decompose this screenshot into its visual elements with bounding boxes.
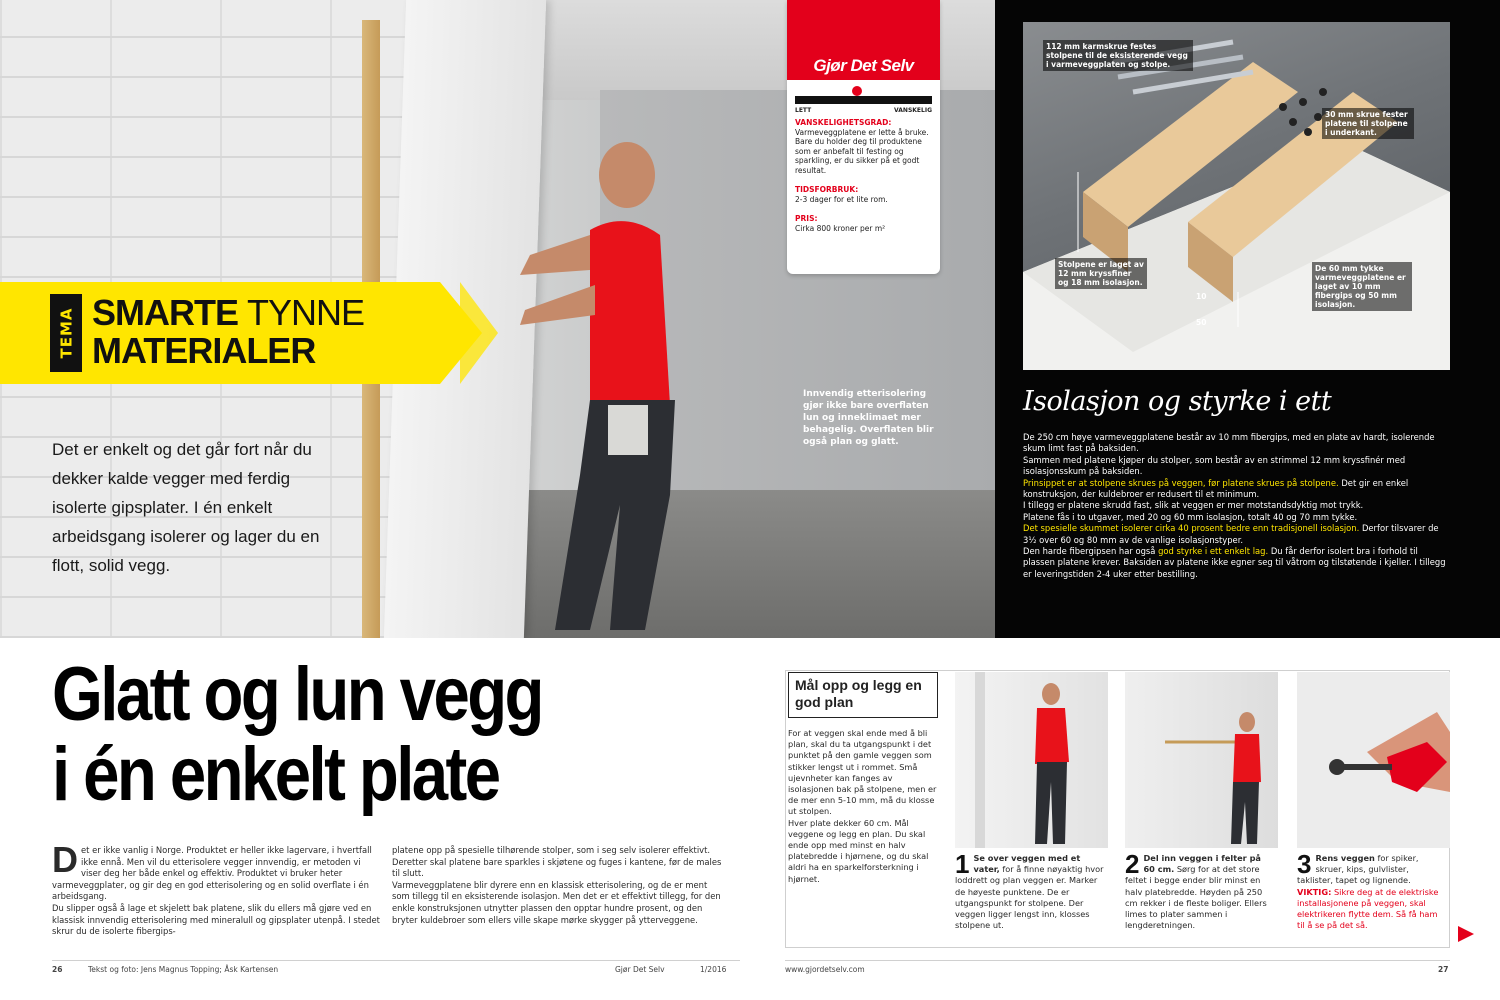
- dimension-label: 10: [1196, 292, 1207, 301]
- issue-number: 1/2016: [700, 965, 727, 974]
- difficulty-scale: [795, 86, 932, 116]
- steps-heading: Mål opp og legg en god plan: [788, 672, 938, 718]
- scale-label-easy: LETT: [795, 107, 812, 114]
- callout-long-screws: 112 mm karmskrue festes stolpene til de eksisterende vegg i varmeveggplaten og stolpe.: [1043, 40, 1193, 71]
- callout-short-screws: 30 mm skrue fester platene til stolpene i underkant.: [1322, 108, 1414, 139]
- price-section: PRIS: Cirka 800 kroner per m²: [795, 214, 886, 233]
- headline: Glatt og lun vegg i én enkelt plate: [52, 652, 542, 817]
- step-number: 1: [955, 849, 970, 879]
- body-column-1: Det er ikke vanlig i Norge. Produktet er heller ikke lagervare, i hvertfall ikke ennå. Men vil du etterisolere vegger innvendig, er metoden vi viser deg her både enkel og effektiv. Produktet vi bruker heter varmeveggplater, og gir deg en god etterisolering og en solid overflate i én arbeidsgang. Du slipper også å lage et skjelett bak platene, slik du ellers må gjøre ved en klassisk innvendig etterisolering med mineralull og gipsplater utenpå. I stedet skrur du de isolerte fibergips-: [52, 839, 380, 937]
- body-column-2: platene opp på spesielle tilhørende stolper, som i seg selv isolerer effektivt. Deretter skal platene bare sparkles i skjøtene og fuges i kantene, før de males til slutt. Varmeveggplatene blir dyrere enn en klassisk etterisolering, og de er ment som tillegg til en eksisterende isolasjon. Men det er et effektivt tillegg, for den enkle konstruksjonen utnytter plassen den opptar hundre prosent, og den bryter kuldebroer som ellers ville skape mørke skygger på ytterveggene.: [392, 845, 722, 925]
- difficulty-bar: [795, 96, 932, 104]
- next-page-arrow-icon: [1458, 926, 1474, 942]
- step-2: 2 Del inn veggen i felter på 60 cm. Sørg for at det store feltet i begge ender blir minst en halv platebredde. Høyden på 250 cm rekker i de fleste boliger. Ellers limes to plater sammen i lengderetningen.: [1125, 849, 1267, 931]
- info-box: [787, 0, 940, 274]
- steps-intro: For at veggen skal ende med å bli plan, skal du ta utgangspunkt i det punktet på den gamle veggen som stikker lengst ut i rommet. Små ujevnheter kan fanges av isolasjonen bak på stolpene, men er de mer enn 5-10 mm, må du klosse ut stolpen. Hver plate dekker 60 cm. Mål veggene og legg en plan. Du skal ende opp med minst en halv platebredde i hjørnene, og du skal aldri ha en sparkelforsterkning i hjørnet.: [788, 728, 937, 884]
- dropcap: D: [52, 839, 78, 880]
- dark-panel-body: De 250 cm høye varmeveggplatene består av 10 mm fibergips, med en plate av hardt, isolerende skum limt fast på baksiden. Sammen med platene kjøper du stolper, som består av en strimmel 12 mm kryssfinér med isolasjonsskum på baksiden. Prinsippet er at stolpene skrues på veggen, før platene skrues på stolpene. Det gir en enkel konstruksjon, der kuldebroer er redusert til et minimum. I tillegg er platene skrudd fast, slik at veggen er mer motstandsdyktig mot trykk. Platene fås i to utgaver, med 20 og 60 mm isolasjon, totalt 40 og 70 mm tykke. Det spesielle skummet isolerer cirka 40 prosent bedre enn tradisjonell isolasjon. Derfor tilsvarer de 3½ over 60 og 80 mm av de vanlige isolasjonstyper. Den harde fibergipsen har også god styrke i ett enkelt lag. Du får derfor isolert bra i forhold til plassen platene krever. Baksiden av platene ikke egner seg til våtrom og tilstøtende i kjeller. I tillegg er leveringstiden 2-4 uker etter bestilling.: [1023, 432, 1446, 579]
- brand-header: [787, 0, 940, 80]
- step-3: 3 Rens veggen for spiker, skruer, kips, gulvlister, taklister, tapet og lignende. VIKTIG: Sikre deg at de elektriske installasjonene på veggen, skal elektrikeren flytte dem. Så få ham til å se på det så.: [1297, 849, 1439, 931]
- dark-panel-title: Isolasjon og styrke i ett: [1023, 386, 1332, 417]
- website-url: www.gjordetselv.com: [785, 965, 865, 974]
- step-1: 1 Se over veggen med et vater, for å finne nøyaktig hvor loddrett og plan veggen er. Marker de høyeste punktene. De er utgangspunkt for stolpene. Der veggen ligger lengst inn, klosses stolpene ut.: [955, 849, 1104, 931]
- tema-tag: TEMA: [50, 294, 82, 372]
- footer-divider: [52, 960, 740, 961]
- step-photo-1: [955, 672, 1108, 848]
- credit-line: Tekst og foto: Jens Magnus Topping; Åsk Kartensen: [88, 965, 279, 974]
- callout-plate: De 60 mm tykke varmeveggplatene er laget av 10 mm fibergips og 50 mm isolasjon.: [1312, 262, 1412, 311]
- product-photo: [1023, 22, 1450, 370]
- tema-arrow: [460, 282, 498, 384]
- step-photo-2: [1125, 672, 1278, 848]
- product-illustration: [1023, 22, 1450, 370]
- page-number-left: 26: [52, 965, 63, 974]
- time-section: TIDSFORBRUK: 2-3 dager for et lite rom.: [795, 185, 888, 204]
- photo-caption: Innvendig etterisolering gjør ikke bare overflaten lun og inneklimaet mer behagelig. Overflaten blir også plan og glatt.: [803, 389, 934, 447]
- scale-label-hard: VANSKELIG: [894, 107, 932, 114]
- worker-figure: [470, 135, 690, 635]
- step-number: 2: [1125, 849, 1140, 879]
- intro-text: Det er enkelt og det går fort når du dekker kalde vegger med ferdig isolerte gipsplater. I én enkelt arbeidsgang isolerer og lager du en flott, solid vegg.: [52, 440, 320, 575]
- dimension-label: 50: [1196, 318, 1207, 327]
- footer-divider: [785, 960, 1450, 961]
- magazine-name: Gjør Det Selv: [615, 965, 665, 974]
- difficulty-section: VANSKELIGHETSGRAD: Varmeveggplatene er lette å bruke. Bare du holder deg til produktene som er anbefalt til festing og sparkling, er du sikker på et godt resultat.: [795, 118, 929, 175]
- callout-stud: Stolpene er laget av 12 mm kryssfiner og 18 mm isolasjon.: [1055, 258, 1147, 289]
- tema-title: SMARTE TYNNE MATERIALER: [92, 292, 365, 371]
- step-photo-3: [1297, 672, 1450, 848]
- step-number: 3: [1297, 849, 1312, 879]
- brand-logo: Gjør Det Selv: [813, 56, 914, 75]
- difficulty-marker: [852, 86, 862, 96]
- page-number-right: 27: [1438, 965, 1449, 974]
